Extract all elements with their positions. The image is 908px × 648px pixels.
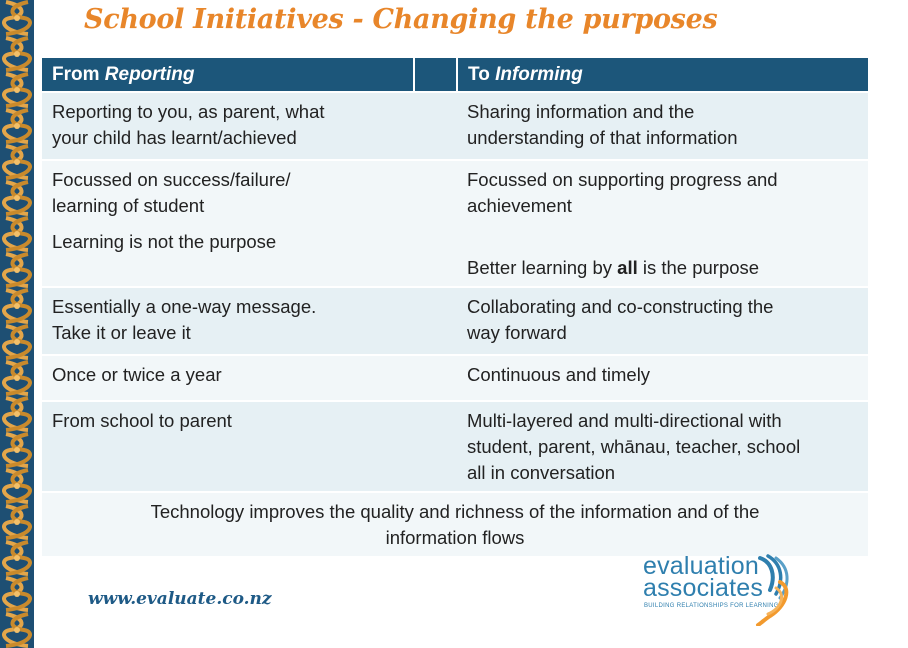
spacer-cell [414,287,457,355]
reporting-cell [42,287,414,355]
table-row [42,287,868,355]
text-suffix: is the purpose [637,257,760,278]
spacer-cell [414,355,457,401]
cell-line: understanding of that information [467,127,738,148]
table-header-row [42,58,868,92]
reporting-cell [42,355,414,401]
logo-line1: evaluation [643,552,759,580]
cell-line: Multi-layered and multi-directional with [467,410,782,431]
header-right-emph: Informing [495,63,583,85]
cell-line: Sharing information and the [467,101,695,122]
footer-website-link[interactable]: www.evaluate.co.nz [88,589,272,609]
cell-line: Focussed on success/failure/ [52,169,291,190]
cell-line: Take it or leave it [52,322,191,343]
cell-line: Focussed on supporting progress and [467,169,778,190]
table-footer-row [42,492,868,556]
header-left-emph: Reporting [104,63,195,85]
informing-cell [457,92,868,160]
header-from-reporting [42,58,414,92]
cell-line: achievement [467,195,572,216]
cell-line: Learning is not the purpose [52,231,277,252]
koru-pattern-icon [0,0,34,648]
logo-line2: associates [643,574,764,602]
summary-cell [42,492,868,556]
spacer-cell [414,160,457,287]
header-right-prefix: To [468,63,496,85]
reporting-cell [42,401,414,492]
cell-line: Collaborating and co-constructing the [467,296,774,317]
cell-line: Essentially a one-way message. [52,296,317,317]
comparison-table [42,58,868,556]
spacer-cell [414,92,457,160]
informing-cell [457,401,868,492]
table-row [42,401,868,492]
cell-line: learning of student [52,195,205,216]
text-emph-all: all [617,257,638,278]
cell-line: Once or twice a year [52,364,222,385]
spacer-cell [414,401,457,492]
table-row [42,160,868,287]
page-title: School Initiatives - Changing the purposes [84,4,718,35]
header-to-informing [457,58,868,92]
informing-cell [457,160,868,287]
cell-line: all in conversation [467,462,616,483]
decorative-border [0,0,34,648]
header-left-prefix: From [52,63,105,85]
summary-line: Technology improves the quality and richness of the information and of the [150,501,760,522]
summary-line: information flows [385,527,525,548]
feather-icon [752,554,796,626]
cell-line [467,255,858,281]
reporting-cell [42,160,414,287]
cell-line: student, parent, whānau, teacher, school [467,436,801,457]
cell-line: From school to parent [52,410,232,431]
reporting-cell [42,92,414,160]
table-row [42,355,868,401]
cell-line: Reporting to you, as parent, what [52,101,325,122]
logo-tagline: BUILDING RELATIONSHIPS FOR LEARNING [644,603,779,609]
informing-cell [457,287,868,355]
text-prefix: Better learning by [467,257,618,278]
cell-line: your child has learnt/achieved [52,127,297,148]
company-logo [640,554,820,634]
header-spacer [414,58,457,92]
cell-line: Continuous and timely [467,364,651,385]
informing-cell [457,355,868,401]
cell-line: way forward [467,322,567,343]
table-row [42,92,868,160]
